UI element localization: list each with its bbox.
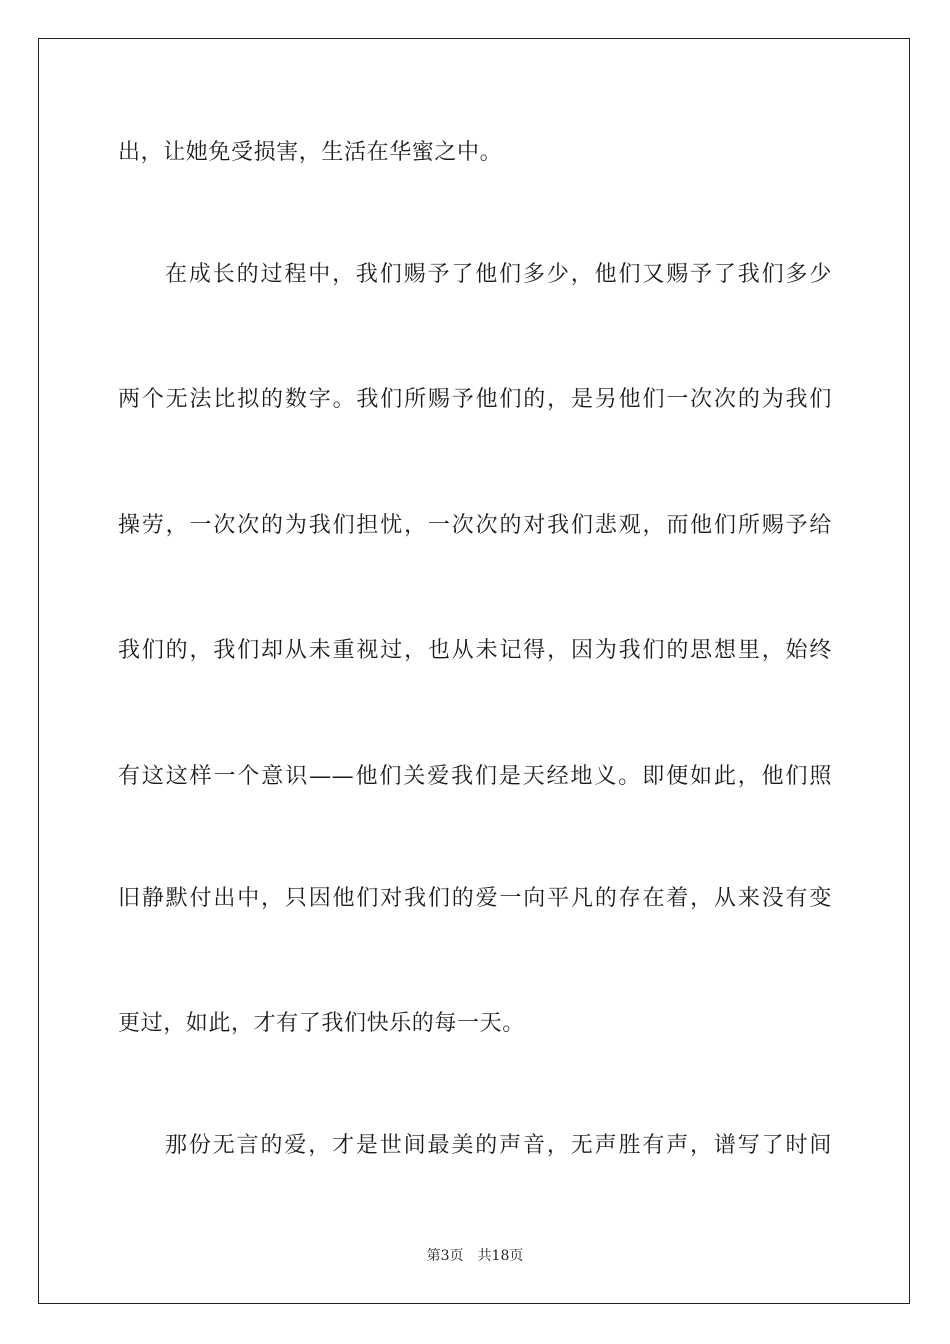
- paragraph-line: 旧静默付出中，只因他们对我们的爱一向平凡的存在着，从来没有变: [118, 886, 832, 911]
- paragraph-line: 有这这样一个意识——他们关爱我们是天经地义。即便如此，他们照: [118, 764, 832, 789]
- page-border: [38, 38, 910, 1304]
- paragraph-line: 在成长的过程中，我们赐予了他们多少，他们又赐予了我们多少: [165, 262, 832, 287]
- paragraph-line: 我们的，我们却从未重视过，也从未记得，因为我们的思想里，始终: [118, 638, 832, 663]
- paragraph-line: 那份无言的爱，才是世间最美的声音，无声胜有声，谱写了时间: [165, 1133, 832, 1158]
- page-footer: [0, 1246, 950, 1266]
- paragraph-line: 出，让她免受损害，生活在华蜜之中。: [118, 140, 503, 165]
- paragraph-line: 两个无法比拟的数字。我们所赐予他们的，是另他们一次次的为我们: [118, 387, 832, 412]
- paragraph-line: 操劳，一次次的为我们担忧，一次次的对我们悲观，而他们所赐予给: [118, 513, 832, 538]
- page-number: 第3页: [426, 1248, 464, 1264]
- paragraph-line: 更过，如此，才有了我们快乐的每一天。: [118, 1011, 525, 1036]
- page-total: 共18页: [477, 1248, 524, 1264]
